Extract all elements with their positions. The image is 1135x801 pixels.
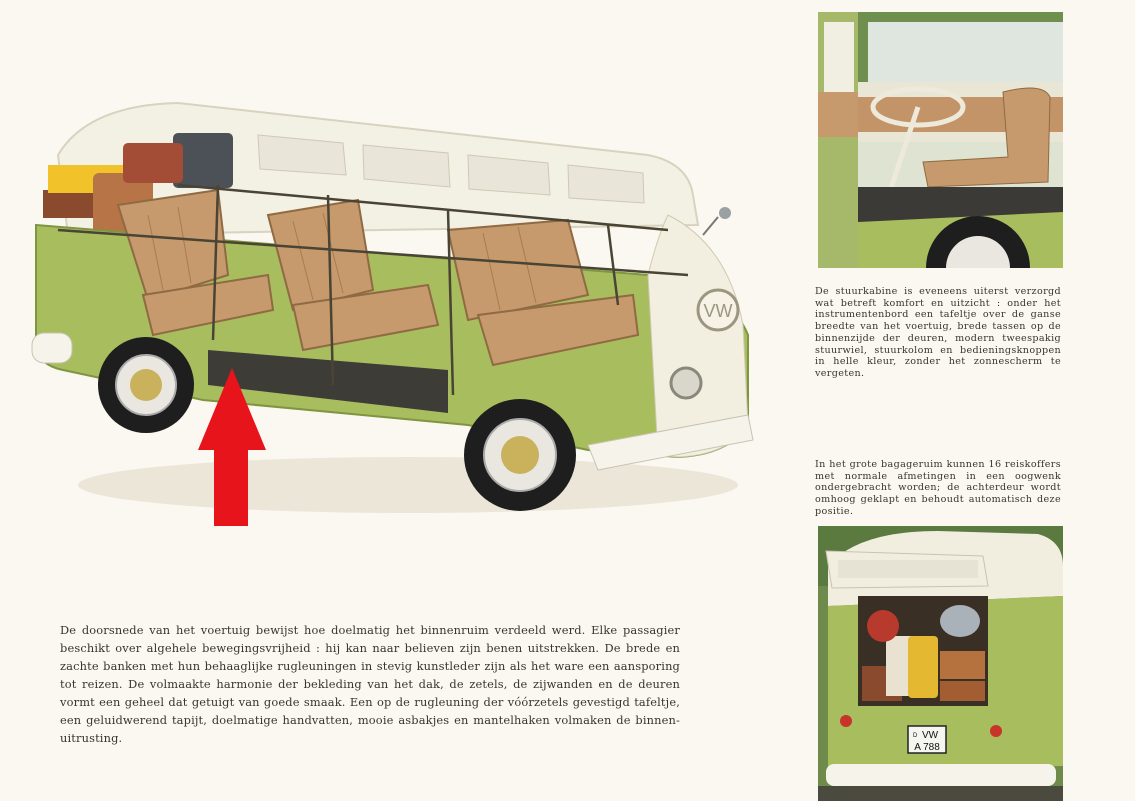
license-plate (908, 726, 946, 753)
main-description-text: De doorsnede van het voertuig bewijst hoe doelmatig het binnenruim verdeeld werd. Elke passagier beschikt over algehele bewegingsvrijheid : hij kan naar believen zijn benen uitstrekken. De brede en zachte banken met hun behaaglijke rugleuningen in stevig kunstleder zijn als het ware een aansporing tot reizen. De volmaakte harmonie der bekleding van het dak, de zetels, de zijwanden en de deuren vormt een geheel dat getuigt van goede smaak. Een op de rugleuning der vóórzetels gevestigd tafeltje, een geluidwerend tapijt, doelmatige handvatten, mooie asbakjes en mantelhaken volmaken de binnen-uitrusting. (60, 623, 680, 745)
plate-country: D (913, 733, 918, 739)
plate-line-1: VW (921, 730, 939, 741)
luggage-caption: In het grote bagageruim kunnen 16 reiskoffers met normale afmetingen in een oogwenk ondergebracht worden; de achterdeur wordt omhoog geklapt en behoudt automatisch deze positie. (815, 459, 1061, 517)
cabin-photo (818, 12, 1063, 268)
svg-text:VW: VW (703, 301, 733, 321)
red-arrow-icon (198, 368, 266, 526)
van-cutaway-illustration (28, 95, 768, 525)
luggage-compartment-photo (818, 526, 1063, 801)
cabin-caption: De stuurkabine is eveneens uiterst verzorgd wat betreft komfort en uitzicht : onder het instrumentenbord een tafeltje over de ganse breedte van het voertuig, brede tassen op de binnenzijde der deuren, modern tweespakig stuurwiel, stuurkolom en bedieningsknoppen in helle kleur, zonder het zonnescherm te vergeten. (815, 286, 1061, 379)
plate-line-2: A 788 (914, 742, 940, 753)
